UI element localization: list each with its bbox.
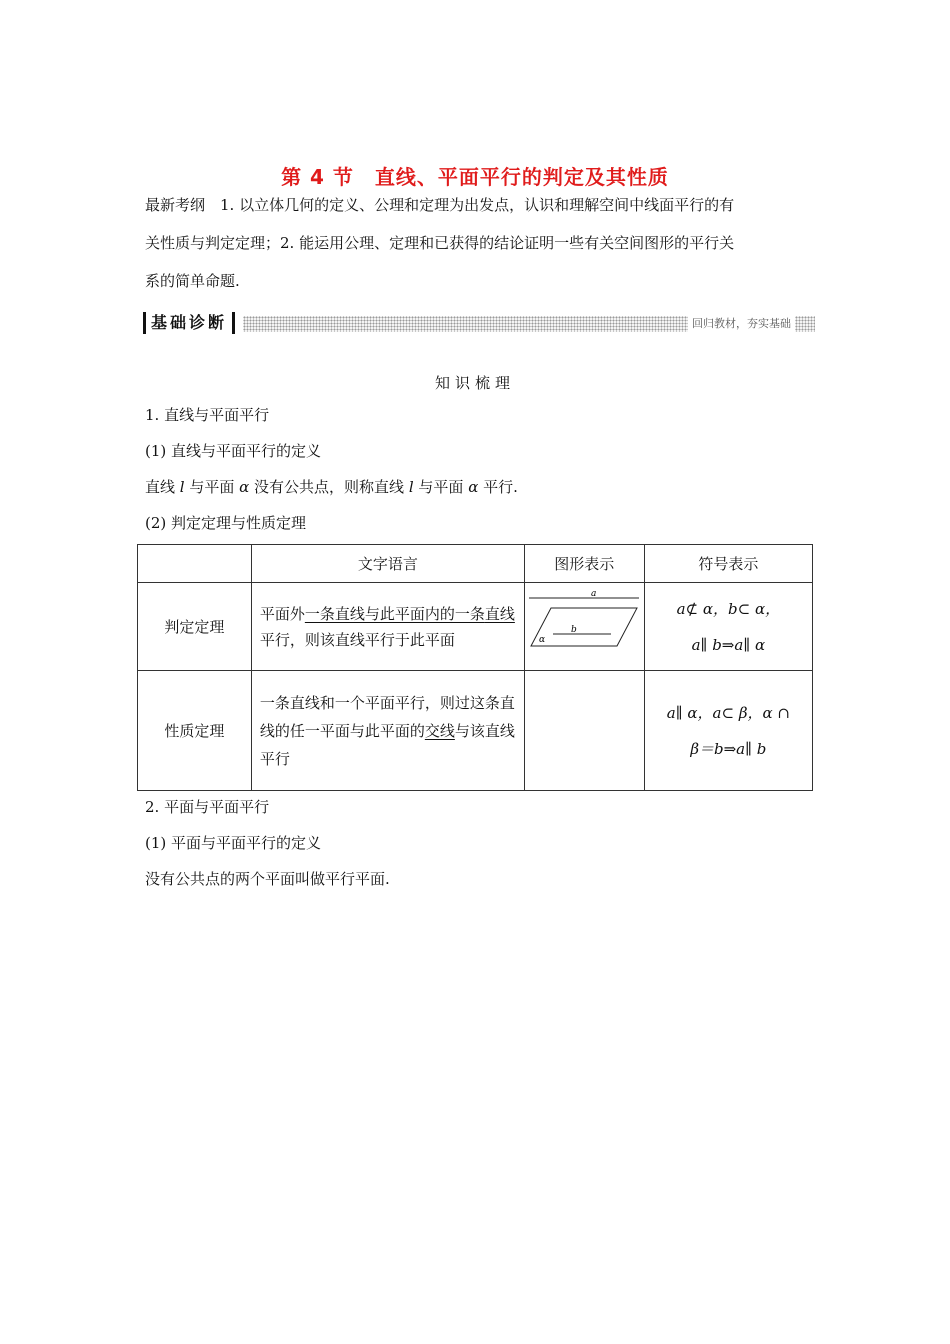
theorem-table xyxy=(137,544,813,791)
def-text-e: 平行. xyxy=(478,478,518,496)
syllabus-line-3: 系的简单命题. xyxy=(145,272,240,290)
syllabus-line-1: 最新考纲 1. 以立体几何的定义、公理和定理为出发点，认识和理解空间中线面平行的有 xyxy=(145,196,735,214)
text-plain: 与该直线平行 xyxy=(259,721,515,768)
text-underlined: 直线 xyxy=(484,604,515,623)
table-header-row xyxy=(138,545,813,583)
table-header-cell: 文字语言 xyxy=(251,545,524,583)
page-title: 第 4 节 直线、平面平行的判定及其性质 xyxy=(281,165,669,189)
row-figure-empty xyxy=(524,671,644,791)
row-text xyxy=(251,671,524,791)
banner-tag: 回归教材，夯实基础 xyxy=(688,316,795,332)
symbol-line: a∥ b⇒a∥ α xyxy=(691,635,766,654)
def-var-l: l xyxy=(408,478,414,496)
text-plain: 平行，则该直线平行于此平面 xyxy=(259,630,455,649)
plane-alpha xyxy=(531,608,637,646)
row-name: 判定定理 xyxy=(138,583,252,671)
s1-sub1: (1) 直线与平面平行的定义 xyxy=(145,442,322,460)
row-name: 性质定理 xyxy=(138,671,252,791)
s1-sub2: (2) 判定定理与性质定理 xyxy=(145,514,307,532)
s2-definition: 没有公共点的两个平面叫做平行平面. xyxy=(145,870,390,888)
symbol-line: a∥ α，a⊂ β，α ∩ xyxy=(666,703,790,722)
s2-heading: 2. 平面与平面平行 xyxy=(145,798,270,816)
plane-line-figure xyxy=(525,590,643,660)
def-var-alpha: α xyxy=(468,478,479,496)
def-text-b: 与平面 xyxy=(184,478,240,496)
row-text xyxy=(251,583,524,671)
table-row xyxy=(138,671,813,791)
row-figure xyxy=(524,583,644,671)
def-text-d: 与平面 xyxy=(413,478,469,496)
row-symbols xyxy=(644,671,812,791)
text-underlined: 一条直线与此平面内的一条 xyxy=(304,604,485,623)
symbol-line: β＝b⇒a∥ b xyxy=(690,739,767,758)
row-symbols xyxy=(644,583,812,671)
section-heading: 知识梳理 xyxy=(434,374,515,392)
def-var-alpha: α xyxy=(239,478,250,496)
label-alpha: α xyxy=(539,634,546,645)
table-header-cell: 符号表示 xyxy=(644,545,812,583)
s1-heading: 1. 直线与平面平行 xyxy=(145,406,270,424)
table-row xyxy=(138,583,813,671)
s1-definition xyxy=(145,476,518,497)
def-text-a: 直线 xyxy=(145,478,180,496)
def-var-l: l xyxy=(179,478,185,496)
table-header-cell: 图形表示 xyxy=(524,545,644,583)
text-plain: 一条直线和一个平面平行，则过这条直线的任一平面与此平面的 xyxy=(259,693,515,740)
syllabus-line-2: 关性质与判定定理；2. 能运用公理、定理和已获得的结论证明一些有关空间图形的平行关 xyxy=(145,234,735,252)
label-b: b xyxy=(571,624,578,635)
label-a: a xyxy=(591,589,597,599)
text-underlined: 交线 xyxy=(424,721,455,740)
def-text-c: 没有公共点，则称直线 xyxy=(249,478,409,496)
table-header-cell xyxy=(138,545,252,583)
text-plain: 平面外 xyxy=(259,604,305,623)
s2-sub1: (1) 平面与平面平行的定义 xyxy=(145,834,322,852)
banner-label: 基础诊断 xyxy=(143,312,235,334)
section-banner xyxy=(143,312,815,336)
symbol-line: a⊄ α，b⊂ α， xyxy=(676,599,781,618)
